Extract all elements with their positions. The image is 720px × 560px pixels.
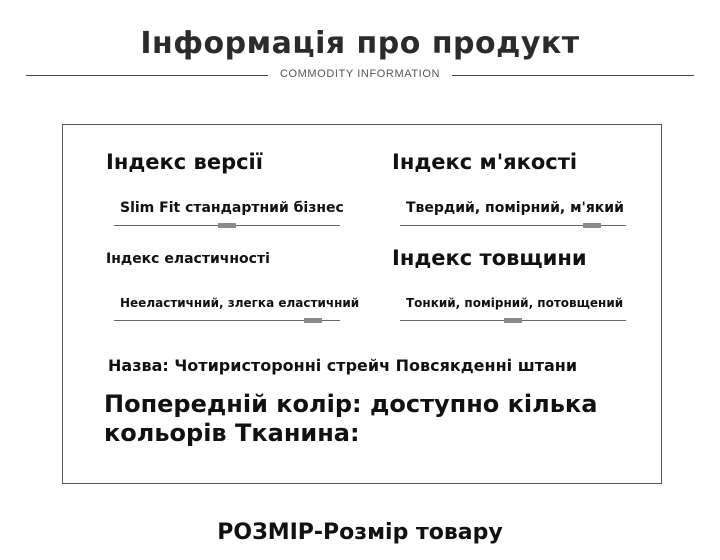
product-color-fabric [104, 390, 644, 448]
product-color-line-1: Попередній колір: доступно кілька [104, 390, 598, 418]
elasticity-index-knob [304, 318, 322, 323]
version-index-value: Slim Fit стандартний бізнес [120, 200, 344, 216]
page-title: Інформація про продукт [140, 26, 580, 61]
thickness-index-track [400, 320, 626, 321]
version-index-knob [218, 223, 236, 228]
softness-index-value: Твердий, помірний, м'який [406, 200, 624, 216]
product-name: Назва: Чотиристоронні стрейч Повсякденні штани [108, 356, 578, 375]
divider-right [452, 75, 694, 76]
elasticity-index-value: Нееластичний, злегка еластичний [120, 296, 360, 310]
thickness-index-title: Індекс товщини [392, 246, 587, 270]
elasticity-index-track [114, 320, 340, 321]
elasticity-index-title: Індекс еластичності [106, 251, 270, 267]
thickness-index-value: Тонкий, помірний, потовщений [406, 296, 624, 310]
product-color-line-2: кольорів Тканина: [104, 419, 360, 447]
divider-left [26, 75, 268, 76]
page-subtitle: COMMODITY INFORMATION [279, 68, 441, 80]
version-index-title: Індекс версії [106, 150, 263, 174]
softness-index-track [400, 225, 626, 226]
softness-index-knob [583, 223, 601, 228]
thickness-index-knob [504, 318, 522, 323]
version-index-track [114, 225, 340, 226]
size-section-title: РОЗМІР-Розмір товару [217, 520, 503, 545]
softness-index-title: Індекс м'якості [392, 150, 578, 174]
